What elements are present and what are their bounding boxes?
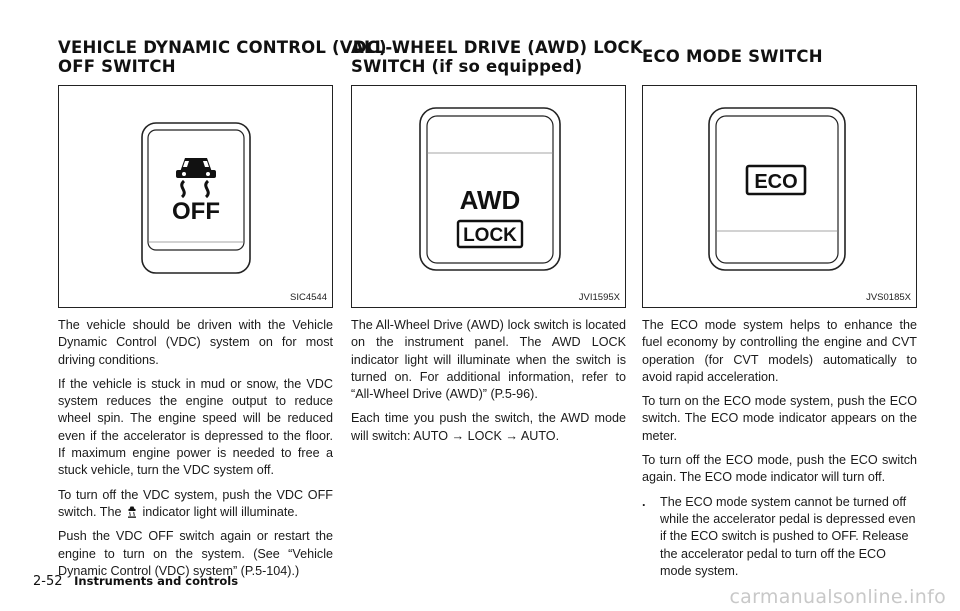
skid-car-icon (176, 158, 216, 197)
heading-line: OFF SWITCH (58, 57, 176, 76)
figure-code: SIC4544 (290, 292, 327, 303)
bullet-text: The ECO mode system cannot be turned off while the accelerator pedal is depressed even if the ECO switch is pushed to OFF. Release the accelerator pedal to turn off the ECO mode system. (660, 494, 916, 578)
skid-indicator-icon (127, 506, 137, 518)
eco-label: ECO (754, 171, 798, 193)
paragraph: To turn on the ECO mode system, push the ECO switch. The ECO mode indicator appears on the meter. (642, 394, 917, 443)
paragraph: The ECO mode system helps to enhance the fuel economy by controlling the engine and CVT operation (for CVT models) automatically to avoid rapid acceleration. (642, 318, 917, 384)
awd-body-text (351, 317, 626, 452)
paragraph: If the vehicle is stuck in mud or snow, the VDC system reduces the engine output to reduce wheel spin. The engine speed will be reduced even if the accelerator is depressed to the floor. If maximum engine power is needed to free a stuck vehicle, turn the VDC system off. (58, 376, 333, 478)
eco-switch-figure (642, 85, 917, 308)
section-heading-eco (642, 47, 823, 66)
watermark: carmanualsonline.info (729, 586, 946, 608)
vdc-switch-illustration (59, 86, 331, 306)
section-heading-vdc (58, 38, 387, 76)
heading-line: SWITCH (if so equipped) (351, 57, 583, 76)
section-name: Instruments and controls (74, 574, 239, 588)
text-run: To turn off the VDC system, push the VDC OFF switch. The (58, 487, 333, 519)
awd-lock-switch-figure (351, 85, 626, 308)
lock-label: LOCK (463, 225, 517, 246)
bullet-item (642, 494, 917, 580)
figure-code: JVI1595X (578, 292, 620, 303)
awd-label: AWD (459, 185, 521, 215)
paragraph: The All-Wheel Drive (AWD) lock switch is located on the instrument panel. The AWD LOCK indicator light will illuminate when the switch is turned on. For additional information, refer to “All-Wheel Drive (AWD)” (P.5-96). (351, 318, 626, 402)
vdc-body-text (58, 317, 333, 587)
paragraph (58, 487, 333, 522)
eco-body-text (642, 317, 917, 580)
heading-line: ALL-WHEEL DRIVE (AWD) LOCK (351, 38, 643, 57)
eco-switch-illustration (643, 86, 915, 306)
heading-line: VEHICLE DYNAMIC CONTROL (VDC) (58, 38, 387, 57)
text-run: indicator light will illuminate. (142, 504, 298, 519)
figure-code: JVS0185X (866, 292, 911, 303)
paragraph: Each time you push the switch, the AWD mode will switch: AUTO → LOCK → AUTO. (351, 411, 626, 443)
page-number: 2-52 (33, 574, 63, 589)
paragraph: To turn off the ECO mode, push the ECO switch again. The ECO mode indicator will turn off. (642, 453, 917, 485)
off-label: OFF (172, 198, 220, 225)
awd-switch-illustration (352, 86, 624, 306)
heading-line: ECO MODE SWITCH (642, 47, 823, 66)
page-footer (33, 573, 238, 589)
bullet-mark: . (642, 494, 646, 509)
paragraph: Push the VDC OFF switch again or restart the engine to turn on the system. (See “Vehicle Dynamic Control (VDC) system” (P.5-104).) (58, 529, 333, 578)
paragraph: The vehicle should be driven with the Vehicle Dynamic Control (VDC) system on for most driving conditions. (58, 318, 333, 367)
vdc-off-switch-figure (58, 85, 333, 308)
section-heading-awd (351, 38, 643, 76)
